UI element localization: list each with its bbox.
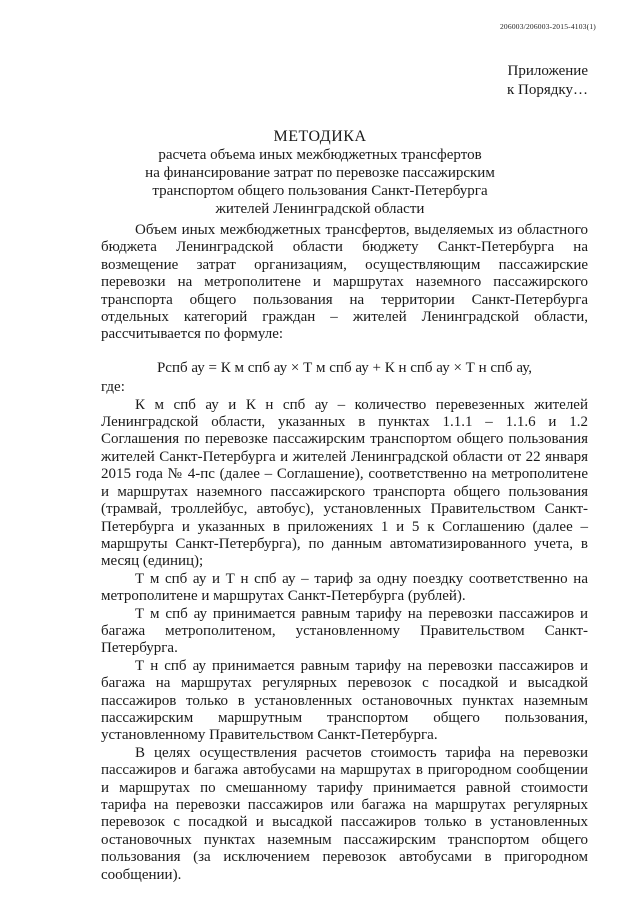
title-line-3: транспортом общего пользования Санкт-Петербурга — [152, 183, 488, 199]
document-number: 206003/206003-2015-4103(1) — [499, 22, 596, 31]
appendix-line-2: к Порядку… — [507, 82, 588, 98]
document-body — [101, 222, 588, 884]
paragraph-tariff: Т м спб ау и Т н спб ау – тариф за одну поездку соответственно на метрополитене и маршрутах Санкт-Петербурга (рублей). — [101, 570, 588, 605]
paragraph-ground-tariff: Т н спб ау принимается равным тарифу на перевозки пассажиров и багажа на маршрутах регулярных перевозок с посадкой и высадкой пассажиров только в установленных остановочных пунктах наземным пассажирским маршрутным транспортом общего пользования, установленному Правительством Санкт-Петербурга. — [101, 657, 588, 744]
title-heading: МЕТОДИКА — [273, 128, 367, 145]
paragraph-bus-tariff: В целях осуществления расчетов стоимость тарифа на перевозки пассажиров и багажа автобусами на маршрутах в пригородном сообщении и маршрутах по смешанному тарифу принимается равной стоимости тарифа на перевозки пассажиров или багажа на маршрутах регулярных перевозок с посадкой и высадкой пассажиров только в установленных остановочных пунктах наземным пассажирским транспортом общего пользования (за исключением перевозок автобусами в пригородном сообщении). — [101, 744, 588, 883]
intro-paragraph: Объем иных межбюджетных трансфертов, выделяемых из областного бюджета Ленинградской области бюджету Санкт-Петербурга на возмещение затрат организациям, осуществляющим пассажирские перевозки на метрополитене и маршрутах наземного пассажирского транспорта общего пользования на территории Санкт-Петербурга отдельных категорий граждан – жителей Ленинградской области, рассчитывается по формуле: — [101, 222, 588, 343]
formula: Рспб ау = К м спб ау × Т м спб ау + К н спб ау × Т н спб ау, — [156, 359, 533, 376]
title-line-2: на финансирование затрат по перевозке пассажирским — [145, 165, 495, 181]
paragraph-counts: К м спб ау и К н спб ау – количество перевезенных жителей Ленинградской области, указанных в пунктах 1.1.1 – 1.1.6 и 1.2 Соглашения по перевозке пассажирским транспортом общего пользования жителей Санкт-Петербурга и жителей Ленинградской области от 22 января 2015 года № 4-пс (далее – Соглашение), соответственно на метрополитене и маршрутах наземного пассажирского транспорта общего пользования (трамвай, троллейбус, автобус), установленных Правительством Санкт-Петербурга и указанных в приложениях 1 и 5 к Соглашению (далее – маршруты Санкт-Петербурга), по данным автоматизированного учета, в месяц (единиц); — [101, 396, 588, 570]
document-title — [0, 128, 640, 218]
where-label: где: — [101, 379, 125, 396]
paragraph-metro-tariff: Т м спб ау принимается равным тарифу на перевозки пассажиров и багажа метрополитеном, установленному Правительством Санкт-Петербурга. — [101, 605, 588, 657]
appendix-reference — [507, 62, 588, 100]
title-line-1: расчета объема иных межбюджетных трансфертов — [158, 147, 482, 163]
appendix-line-1: Приложение — [507, 63, 588, 79]
title-line-4: жителей Ленинградской области — [215, 201, 425, 217]
